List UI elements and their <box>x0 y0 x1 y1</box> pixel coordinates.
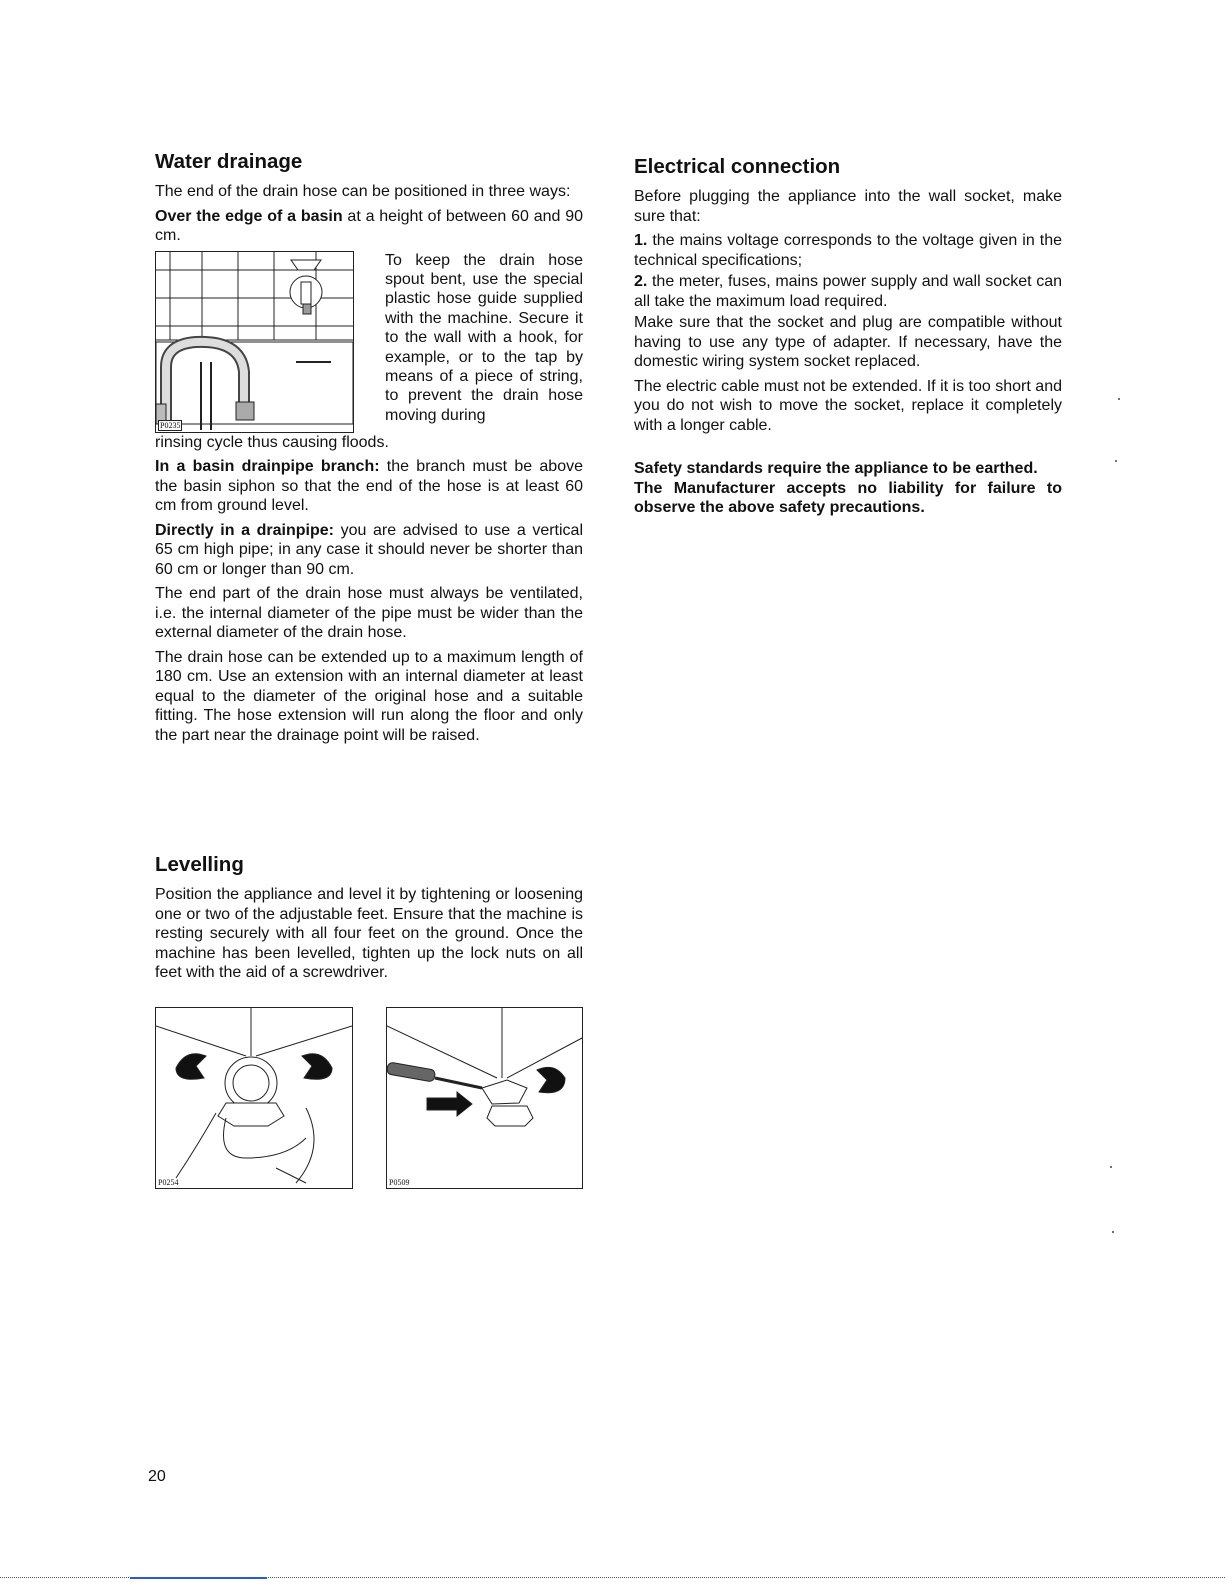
figure-right-code: P0509 <box>389 1177 410 1187</box>
levelling-section <box>155 853 583 1189</box>
electrical-item-1 <box>634 231 1062 270</box>
water-drainage-title: Water drainage <box>155 150 303 173</box>
earthing-warning: Safety standards require the appliance to be earthed. <box>634 460 1038 477</box>
extension-paragraph: The drain hose can be extended up to a maximum length of 180 cm. Use an extension with an internal diameter at least equal to the diameter of the original hose and a suitable fitting. The hose extension will run along the floor and only the part near the drainage point will be raised. <box>155 648 583 744</box>
electrical-section <box>634 155 1062 518</box>
branch-text: the branch must be above the basin siphon so that the end of the hose is at least 60 cm from ground level. <box>155 458 583 514</box>
electrical-intro: Before plugging the appliance into the wall socket, make sure that: <box>634 188 1062 225</box>
figure-left-code: P0254 <box>158 1177 179 1187</box>
socket-paragraph: Make sure that the socket and plug are compatible without having to use any type of adapter. If necessary, have the domestic wiring system socket replaced. <box>634 314 1062 370</box>
branch-label: In a basin drainpipe branch: <box>155 458 380 475</box>
ventilated-paragraph: The end part of the drain hose must always be ventilated, i.e. the internal diameter of the pipe must be wider than the external diameter of the drain hose. <box>155 585 583 641</box>
adjust-feet-figure <box>155 1007 353 1189</box>
hose-guide-text: To keep the drain hose spout bent, use the special plastic hose guide supplied with the machine. Secure it to the wall with a hook, for example, or to the tap by means of a piece of string, to prevent the drain hose moving during <box>385 251 583 424</box>
branch-paragraph <box>155 457 583 516</box>
hose-guide-continuation: rinsing cycle thus causing floods. <box>155 433 389 451</box>
direct-paragraph <box>155 521 583 580</box>
screwdriver-illustration <box>387 1008 582 1188</box>
bottom-link-underline <box>130 1577 267 1579</box>
electrical-item-2 <box>634 272 1062 311</box>
figure-code: P0235 <box>160 420 181 430</box>
levelling-text: Position the appliance and level it by tightening or loosening one or two of the adjustable feet. Ensure that the machine is resting securely with all four feet on the ground. Once the machine has been levelled, tighten up the lock nuts on all feet with the aid of a screwdriver. <box>155 886 583 981</box>
water-drainage-section <box>155 150 583 750</box>
scan-speck <box>1112 1231 1114 1233</box>
item-2-text: the meter, fuses, mains power supply and wall socket can all take the maximum load required. <box>634 273 1062 310</box>
levelling-title: Levelling <box>155 853 244 876</box>
item-1-text: the mains voltage corresponds to the voltage given in the technical specifications; <box>634 232 1062 269</box>
levelling-figures <box>155 1007 583 1189</box>
hose-guide-block <box>155 251 583 433</box>
hose-guide-figure <box>155 251 354 433</box>
electrical-title: Electrical connection <box>634 155 841 178</box>
liability-warning: The Manufacturer accepts no liability for failure to observe the above safety precautions. <box>634 480 1062 516</box>
screwdriver-figure <box>386 1007 583 1189</box>
item-1-number: 1. <box>634 232 648 249</box>
hose-guide-illustration <box>156 252 353 432</box>
direct-text: you are advised to use a vertical 65 cm high pipe; in any case it should never be shorter than 60 cm or longer than 90 cm. <box>155 521 584 578</box>
over-edge-paragraph <box>155 207 583 246</box>
drainage-intro: The end of the drain hose can be positioned in three ways: <box>155 183 571 200</box>
item-2-number: 2. <box>634 273 648 290</box>
scan-speck <box>1115 460 1117 462</box>
scan-speck <box>1110 1166 1112 1168</box>
direct-label: Directly in a drainpipe: <box>155 521 334 539</box>
adjust-feet-illustration <box>156 1008 352 1188</box>
over-edge-label: Over the edge of a basin <box>155 207 343 225</box>
cable-paragraph: The electric cable must not be extended. If it is too short and you do not wish to move the socket, replace it completely with a longer cable. <box>634 377 1062 434</box>
page-number: 20 <box>148 1468 166 1485</box>
scan-speck <box>1118 398 1120 400</box>
over-edge-text: at a height of between 60 and 90 cm. <box>155 207 584 244</box>
